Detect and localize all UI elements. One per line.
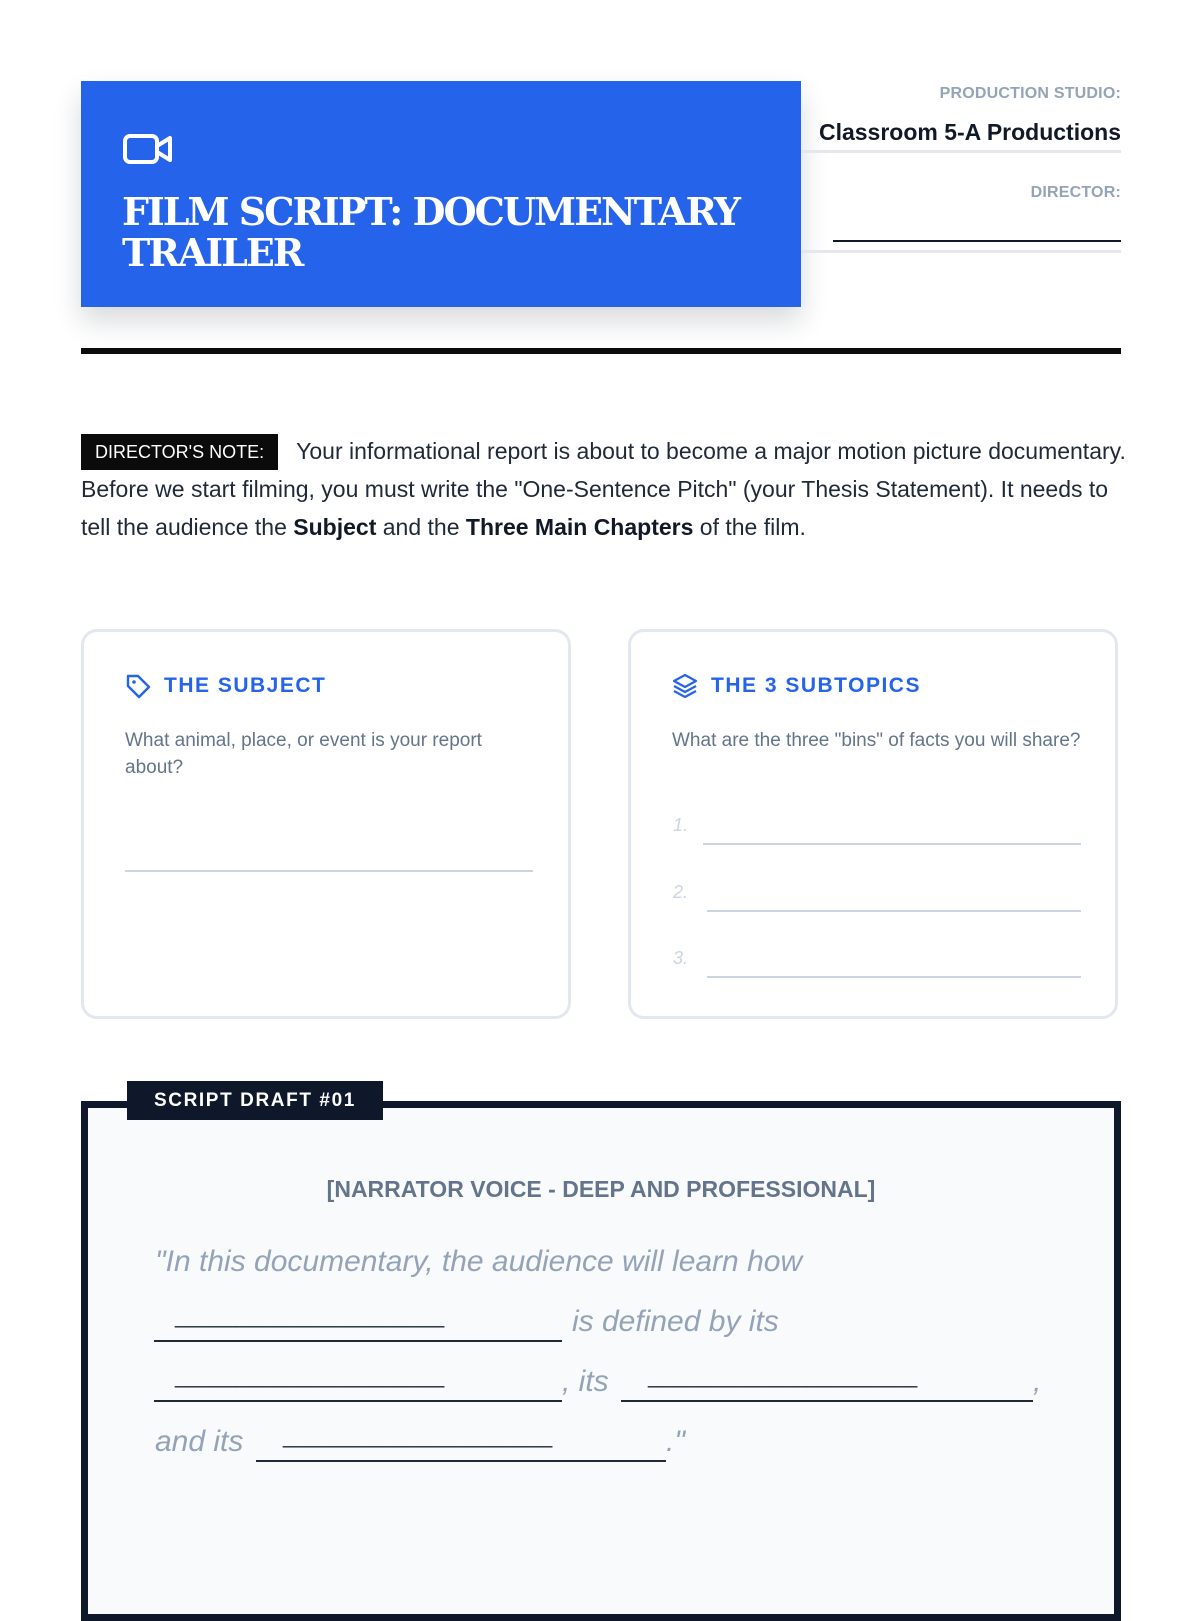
subject-answer-line[interactable] [125,870,533,872]
subject-question: What animal, place, or event is your report about? [125,730,482,778]
script-blank-subject[interactable]: ______________________ [175,1303,445,1328]
note-bold-subject: Subject [293,514,377,540]
subtopics-card-header [671,672,921,700]
subtopic-number: 1. [673,815,689,835]
subject-card [81,629,571,1019]
script-separator-1: , its [562,1365,609,1398]
script-line-1: "In this documentary, the audience will learn how [155,1245,803,1278]
subtopics-question: What are the three "bins" of facts you will share? [672,730,1081,751]
subtopics-card [628,629,1118,1019]
page-title: FILM SCRIPT: DOCUMENTARY TRAILER [122,189,739,275]
title-banner [81,81,801,307]
script-line-end: ." [666,1425,685,1458]
director-field[interactable] [801,210,1121,253]
narrator-direction: [NARRATOR VOICE - DEEP AND PROFESSIONAL] [326,1176,876,1202]
subtopic-answer-line[interactable] [707,910,1081,912]
note-tag: DIRECTOR'S NOTE: [81,434,278,470]
subtopics-card-title: THE 3 SUBTOPICS [711,674,921,697]
director-underline [833,240,1121,242]
studio-label: PRODUCTION STUDIO: [939,85,1121,102]
subtopic-answer-line[interactable] [707,976,1081,978]
subtopic-row[interactable] [673,882,1081,912]
subtopic-row[interactable] [673,948,1081,978]
subject-card-header [124,672,326,700]
script-draft-tag: SCRIPT DRAFT #01 [127,1081,383,1120]
script-blank-underline [621,1400,1033,1402]
subject-card-title: THE SUBJECT [164,674,327,697]
subtopic-number: 3. [673,948,689,968]
script-line-4: and its [155,1425,244,1458]
script-separator-2: , [1033,1365,1042,1398]
header-divider [81,348,1121,354]
production-meta [801,81,1121,253]
note-text-1: Your informational report is about to become a major motion picture documentary. Before we start filming, you must write the "One-Sentence Pitch" (your Thesis Statement). It needs to tell the audience the [81,438,1126,540]
script-blank-subtopic-1[interactable]: ______________________ [175,1363,445,1388]
note-text-2: and the [376,514,466,540]
note-text-3: of the film. [693,514,806,540]
directors-note [81,432,1126,546]
script-blank-underline [154,1340,562,1342]
subtopic-answer-line[interactable] [703,843,1081,845]
script-blank-underline [154,1400,562,1402]
layers-icon [671,672,699,700]
studio-value: Classroom 5-A Productions [801,114,1121,153]
tag-icon [124,672,152,700]
subtopic-row[interactable] [673,815,1081,845]
director-label: DIRECTOR: [1030,184,1121,201]
script-blank-subtopic-3[interactable]: ______________________ [283,1423,553,1448]
script-line-2: is defined by its [572,1305,779,1338]
video-camera-icon [123,131,173,167]
script-blank-subtopic-2[interactable]: ______________________ [648,1363,918,1388]
subtopic-number: 2. [673,882,689,902]
script-blank-underline [256,1460,666,1462]
note-bold-chapters: Three Main Chapters [465,514,694,540]
